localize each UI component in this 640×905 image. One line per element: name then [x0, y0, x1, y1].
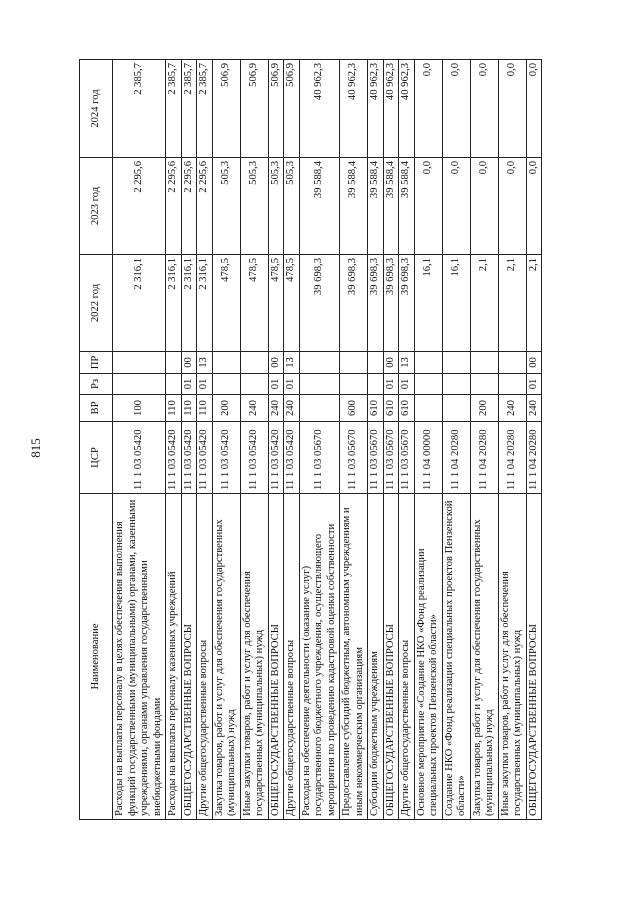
cell-rz — [414, 374, 442, 395]
cell-pr: 00 — [181, 352, 197, 374]
header-vr: ВР — [80, 395, 113, 422]
cell-vr: 110 — [166, 395, 182, 422]
cell-name: Другие общегосударственные вопросы — [284, 494, 300, 820]
cell-2024: 40 962,3 — [383, 60, 399, 158]
cell-vr: 240 — [240, 395, 268, 422]
table-row — [212, 60, 240, 820]
cell-2022: 478,5 — [268, 255, 284, 352]
cell-pr: 00 — [526, 352, 542, 374]
cell-csr: 11 1 04 20280 — [470, 422, 498, 494]
cell-name: Закупка товаров, работ и услуг для обеспечения государственных (муниципальных) нужд — [470, 494, 498, 820]
cell-2024: 0,0 — [470, 60, 498, 158]
cell-name: Другие общегосударственные вопросы — [197, 494, 213, 820]
cell-2022: 2,1 — [470, 255, 498, 352]
cell-name: Расходы на выплаты персоналу в целях обеспечения выполнения функций государственными (муниципальными) органами, казенными учреждениями, органами управления государственными внебюджетными фондами — [113, 494, 166, 820]
cell-name: Расходы на выплаты персоналу казенных учреждений — [166, 494, 182, 820]
cell-2023: 0,0 — [526, 158, 542, 255]
cell-2022: 478,5 — [284, 255, 300, 352]
cell-pr: 00 — [383, 352, 399, 374]
table-row — [284, 60, 300, 820]
cell-vr: 240 — [498, 395, 526, 422]
cell-2022: 39 698,3 — [399, 255, 415, 352]
table-row — [526, 60, 542, 820]
cell-rz: 01 — [181, 374, 197, 395]
table-row — [383, 60, 399, 820]
cell-2024: 40 962,3 — [299, 60, 340, 158]
cell-csr: 11 1 03 05420 — [284, 422, 300, 494]
cell-vr: 240 — [284, 395, 300, 422]
rotated-table-container — [79, 60, 549, 820]
table-row — [268, 60, 284, 820]
cell-name: Основное мероприятие «Создание НКО «Фонд реализации специальных проектов Пензенской области» — [414, 494, 442, 820]
cell-vr: 110 — [181, 395, 197, 422]
cell-rz — [240, 374, 268, 395]
header-2023: 2023 год — [80, 158, 113, 255]
header-row — [80, 60, 113, 820]
cell-vr: 610 — [399, 395, 415, 422]
cell-rz: 01 — [284, 374, 300, 395]
cell-2024: 0,0 — [442, 60, 470, 158]
cell-csr: 11 1 03 05420 — [166, 422, 182, 494]
cell-pr — [212, 352, 240, 374]
cell-2024: 2 385,7 — [181, 60, 197, 158]
cell-pr — [470, 352, 498, 374]
table-row — [368, 60, 384, 820]
cell-2022: 2 316,1 — [113, 255, 166, 352]
cell-name: Другие общегосударственные вопросы — [399, 494, 415, 820]
header-csr: ЦСР — [80, 422, 113, 494]
header-rz: Рз — [80, 374, 113, 395]
cell-2024: 2 385,7 — [166, 60, 182, 158]
cell-2024: 40 962,3 — [399, 60, 415, 158]
cell-2023: 505,3 — [240, 158, 268, 255]
table-row — [340, 60, 368, 820]
cell-rz: 01 — [399, 374, 415, 395]
cell-2024: 506,9 — [240, 60, 268, 158]
cell-name: Расходы на обеспечение деятельности (оказание услуг) государственного бюджетного учреждения, осуществляющего мероприятия по проведению кадастровой оценки собственности — [299, 494, 340, 820]
cell-2023: 0,0 — [498, 158, 526, 255]
cell-csr: 11 1 03 05670 — [368, 422, 384, 494]
cell-2024: 0,0 — [498, 60, 526, 158]
table-row — [181, 60, 197, 820]
cell-name: Предоставление субсидий бюджетным, автономным учреждениям и иным некоммерческим организациям — [340, 494, 368, 820]
cell-name: ОБЩЕГОСУДАРСТВЕННЫЕ ВОПРОСЫ — [268, 494, 284, 820]
cell-2022: 2 316,1 — [197, 255, 213, 352]
cell-csr: 11 1 03 05670 — [299, 422, 340, 494]
cell-name: ОБЩЕГОСУДАРСТВЕННЫЕ ВОПРОСЫ — [181, 494, 197, 820]
table-row — [240, 60, 268, 820]
cell-pr — [414, 352, 442, 374]
cell-pr: 00 — [268, 352, 284, 374]
table-row — [166, 60, 182, 820]
cell-rz — [368, 374, 384, 395]
table-row — [498, 60, 526, 820]
cell-2022: 16,1 — [442, 255, 470, 352]
cell-pr: 13 — [399, 352, 415, 374]
cell-2023: 505,3 — [212, 158, 240, 255]
cell-csr: 11 1 04 20280 — [498, 422, 526, 494]
cell-name: Создание НКО «Фонд реализации специальных проектов Пензенской области» — [442, 494, 470, 820]
cell-2022: 478,5 — [212, 255, 240, 352]
cell-vr: 100 — [113, 395, 166, 422]
cell-2024: 40 962,3 — [340, 60, 368, 158]
cell-2023: 505,3 — [284, 158, 300, 255]
table-row — [399, 60, 415, 820]
cell-2024: 506,9 — [212, 60, 240, 158]
header-2024: 2024 год — [80, 60, 113, 158]
cell-2023: 0,0 — [470, 158, 498, 255]
table-row — [414, 60, 442, 820]
cell-2024: 506,9 — [284, 60, 300, 158]
cell-pr — [498, 352, 526, 374]
cell-2022: 2,1 — [498, 255, 526, 352]
table-row — [299, 60, 340, 820]
cell-rz — [340, 374, 368, 395]
cell-rz — [212, 374, 240, 395]
cell-2022: 478,5 — [240, 255, 268, 352]
cell-pr — [166, 352, 182, 374]
cell-2023: 0,0 — [414, 158, 442, 255]
cell-csr: 11 1 04 20280 — [442, 422, 470, 494]
cell-rz: 01 — [268, 374, 284, 395]
table-row — [442, 60, 470, 820]
cell-csr: 11 1 03 05670 — [383, 422, 399, 494]
cell-name: ОБЩЕГОСУДАРСТВЕННЫЕ ВОПРОСЫ — [383, 494, 399, 820]
cell-2022: 2 316,1 — [181, 255, 197, 352]
cell-rz — [442, 374, 470, 395]
cell-rz — [299, 374, 340, 395]
page-number: 815 — [28, 438, 43, 458]
cell-csr: 11 1 03 05670 — [340, 422, 368, 494]
table-row — [113, 60, 166, 820]
cell-vr: 200 — [470, 395, 498, 422]
cell-vr — [299, 395, 340, 422]
cell-csr: 11 1 03 05420 — [181, 422, 197, 494]
cell-vr: 610 — [368, 395, 384, 422]
cell-2024: 0,0 — [414, 60, 442, 158]
cell-2022: 39 698,3 — [383, 255, 399, 352]
cell-vr — [414, 395, 442, 422]
cell-csr: 11 1 03 05420 — [197, 422, 213, 494]
cell-csr: 11 1 03 05420 — [212, 422, 240, 494]
cell-pr: 13 — [197, 352, 213, 374]
cell-vr: 200 — [212, 395, 240, 422]
cell-csr: 11 1 03 05420 — [268, 422, 284, 494]
cell-2023: 39 588,4 — [340, 158, 368, 255]
header-2022: 2022 год — [80, 255, 113, 352]
cell-2023: 2 295,6 — [113, 158, 166, 255]
cell-2023: 39 588,4 — [299, 158, 340, 255]
cell-2023: 2 295,6 — [181, 158, 197, 255]
cell-pr — [113, 352, 166, 374]
cell-2024: 2 385,7 — [113, 60, 166, 158]
cell-2023: 39 588,4 — [383, 158, 399, 255]
cell-2024: 506,9 — [268, 60, 284, 158]
cell-csr: 11 1 03 05670 — [399, 422, 415, 494]
cell-2022: 39 698,3 — [299, 255, 340, 352]
cell-pr: 13 — [284, 352, 300, 374]
cell-csr: 11 1 04 00000 — [414, 422, 442, 494]
cell-2022: 39 698,3 — [340, 255, 368, 352]
cell-pr — [368, 352, 384, 374]
cell-2024: 2 385,7 — [197, 60, 213, 158]
cell-vr — [442, 395, 470, 422]
cell-rz: 01 — [526, 374, 542, 395]
cell-2023: 39 588,4 — [368, 158, 384, 255]
cell-2023: 505,3 — [268, 158, 284, 255]
cell-pr — [442, 352, 470, 374]
cell-2023: 39 588,4 — [399, 158, 415, 255]
header-pr: ПР — [80, 352, 113, 374]
cell-2023: 2 295,6 — [197, 158, 213, 255]
cell-2024: 40 962,3 — [368, 60, 384, 158]
cell-pr — [299, 352, 340, 374]
cell-rz — [498, 374, 526, 395]
cell-pr — [240, 352, 268, 374]
cell-name: Субсидии бюджетным учреждениям — [368, 494, 384, 820]
cell-2022: 39 698,3 — [368, 255, 384, 352]
table-row — [470, 60, 498, 820]
table-body — [113, 60, 542, 820]
cell-csr: 11 1 03 05420 — [240, 422, 268, 494]
cell-rz — [470, 374, 498, 395]
cell-2022: 2 316,1 — [166, 255, 182, 352]
cell-vr: 610 — [383, 395, 399, 422]
cell-name: Иные закупки товаров, работ и услуг для обеспечения государственных (муниципальных) нужд — [240, 494, 268, 820]
cell-2024: 0,0 — [526, 60, 542, 158]
cell-name: Закупка товаров, работ и услуг для обеспечения государственных (муниципальных) нужд — [212, 494, 240, 820]
cell-csr: 11 1 04 20280 — [526, 422, 542, 494]
cell-vr: 240 — [526, 395, 542, 422]
cell-rz — [166, 374, 182, 395]
header-name: Наименование — [80, 494, 113, 820]
table-row — [197, 60, 213, 820]
cell-name: Иные закупки товаров, работ и услуг для обеспечения государственных (муниципальных) нужд — [498, 494, 526, 820]
cell-2023: 0,0 — [442, 158, 470, 255]
cell-2022: 2,1 — [526, 255, 542, 352]
cell-2022: 16,1 — [414, 255, 442, 352]
cell-vr: 110 — [197, 395, 213, 422]
cell-csr: 11 1 03 05420 — [113, 422, 166, 494]
cell-rz: 01 — [197, 374, 213, 395]
cell-2023: 2 295,6 — [166, 158, 182, 255]
cell-rz: 01 — [383, 374, 399, 395]
cell-name: ОБЩЕГОСУДАРСТВЕННЫЕ ВОПРОСЫ — [526, 494, 542, 820]
budget-table — [79, 59, 542, 820]
cell-pr — [340, 352, 368, 374]
cell-vr: 240 — [268, 395, 284, 422]
cell-rz — [113, 374, 166, 395]
cell-vr: 600 — [340, 395, 368, 422]
